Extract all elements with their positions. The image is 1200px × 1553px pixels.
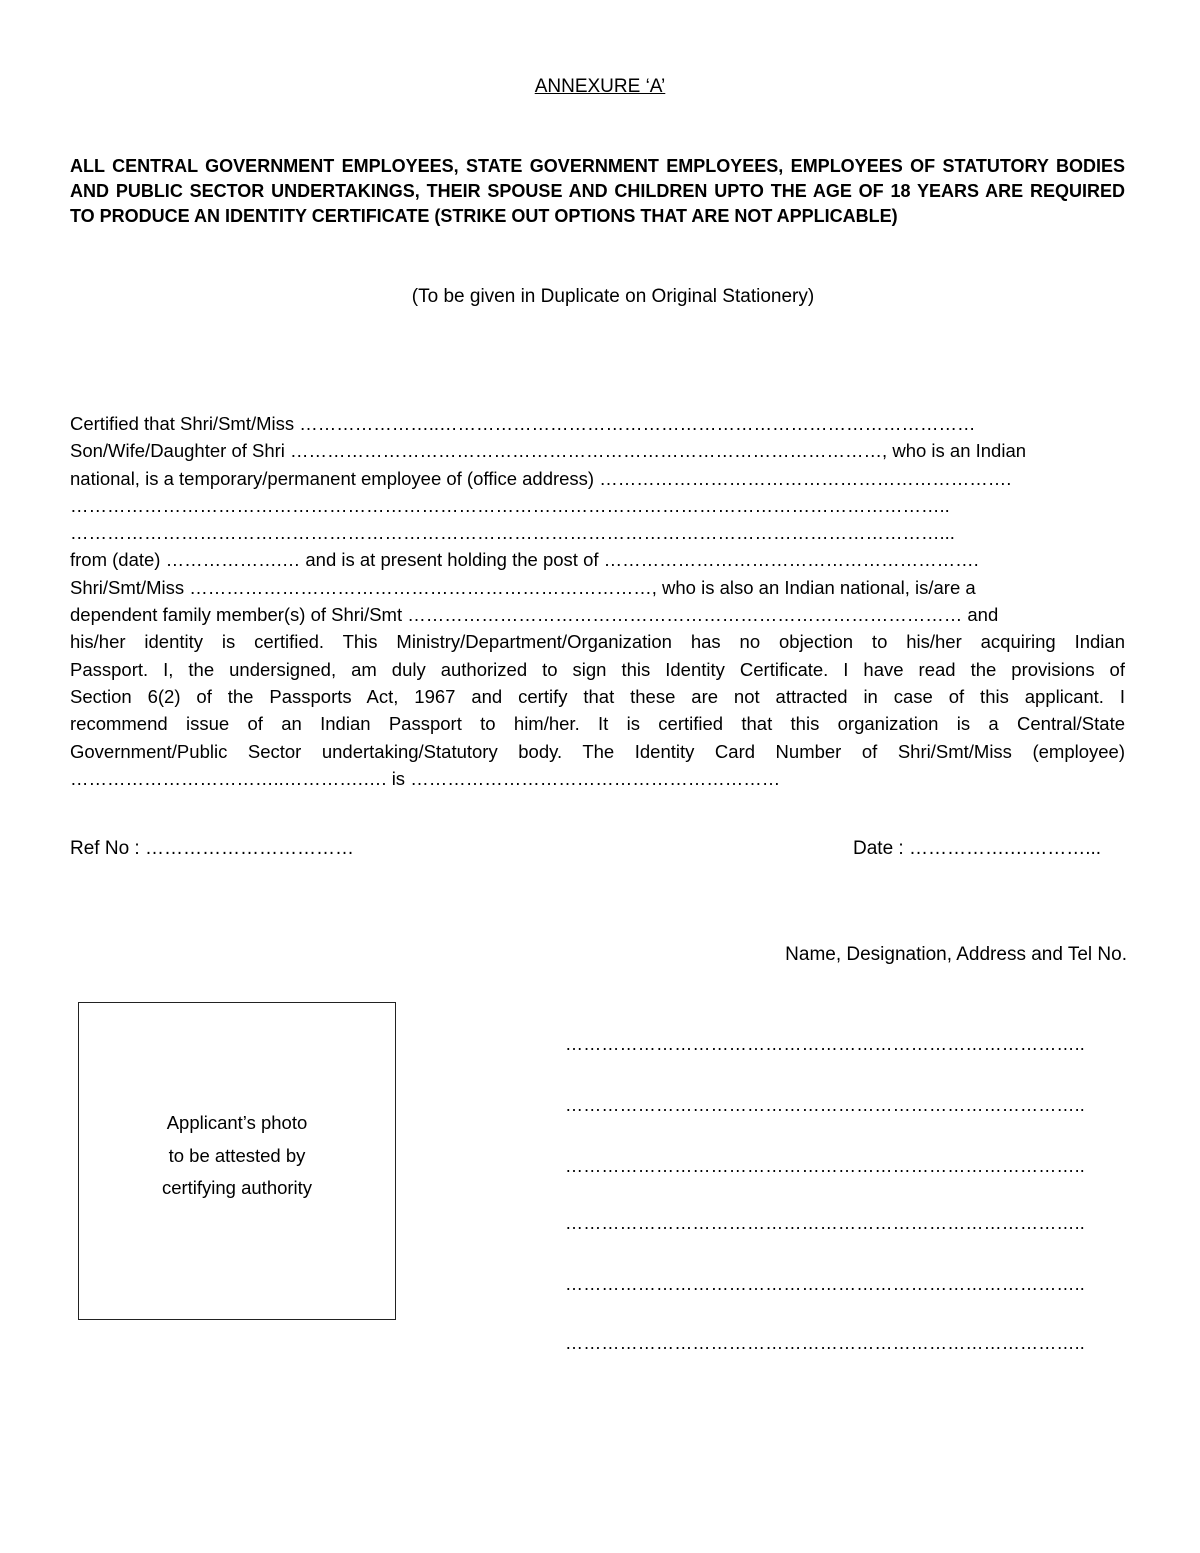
body-line: Passport. I, the undersigned, am duly authorized to sign this Identity Certificate. I have read the provisions of <box>70 658 1125 680</box>
signature-line: ………………………………………………………………………….. <box>565 1156 1086 1176</box>
body-line: Shri/Smt/Miss …………………………………………………………………, who is also an Indian national, is/are a <box>70 576 976 598</box>
signature-line: ………………………………………………………………………….. <box>565 1213 1086 1233</box>
body-line: his/her identity is certified. This Ministry/Department/Organization has no objection to his/her acquiring Indian <box>70 631 1125 653</box>
body-line: from (date) ……………….… and is at present holding the post of ……………………………………………………. <box>70 549 979 571</box>
body-line: Section 6(2) of the Passports Act, 1967 and certify that these are not attracted in case of this applicant. I <box>70 685 1125 707</box>
photo-text-line: to be attested by <box>168 1144 306 1166</box>
body-line: ……………………………..………….…. is …………………………………………………… <box>70 767 781 789</box>
date-field: Date : …………….…………... <box>853 838 1102 859</box>
signature-line: ………………………………………………………………………….. <box>565 1333 1086 1353</box>
signature-line: ………………………………………………………………………….. <box>565 1274 1086 1294</box>
body-line: national, is a temporary/permanent employee of (office address) …………………………………………………………. <box>70 467 1012 489</box>
certificate-body <box>70 410 1125 792</box>
body-line: Son/Wife/Daughter of Shri ……………………………………………………………………………………, who is an Indian <box>70 440 1027 462</box>
signature-caption: Name, Designation, Address and Tel No. <box>785 944 1127 965</box>
ref-no-field: Ref No : …………………………… <box>70 838 354 859</box>
photo-text-line: Applicant’s photo <box>166 1112 308 1133</box>
photo-text-line: certifying authority <box>161 1177 313 1198</box>
body-line: recommend issue of an Indian Passport to him/her. It is certified that this organization is a Central/State <box>70 713 1125 735</box>
body-line: Government/Public Sector undertaking/Statutory body. The Identity Card Number of Shri/Smt/Miss (employee) <box>70 740 1125 762</box>
body-line: …………………………………………………………………………………………………………………………….. <box>70 494 950 516</box>
signature-line: ………………………………………………………………………….. <box>565 1034 1086 1054</box>
body-line: ……………………………………………………………………………………………………………………………... <box>70 522 955 544</box>
signature-line: ………………………………………………………………………….. <box>565 1095 1086 1115</box>
body-line: Certified that Shri/Smt/Miss …………………..…………………………………………………………………………… <box>70 413 976 434</box>
body-line: dependent family member(s) of Shri/Smt ……………………………………………………………………………… and <box>70 604 999 626</box>
photo-instructions <box>79 1107 395 1205</box>
notice-heading: ALL CENTRAL GOVERNMENT EMPLOYEES, STATE GOVERNMENT EMPLOYEES, EMPLOYEES OF STATUTORY BODIES AND PUBLIC SECTOR UNDERTAKINGS, THEIR SPOUSE AND CHILDREN UPTO THE AGE OF 18 YEARS ARE REQUIRED TO PRODUCE AN IDENTITY CERTIFICATE (STRIKE OUT OPTIONS THAT ARE NOT APPLICABLE) <box>70 156 1125 226</box>
page-title: ANNEXURE ‘A’ <box>534 76 666 97</box>
duplicate-note: (To be given in Duplicate on Original Stationery) <box>411 286 815 307</box>
applicant-photo-box <box>78 1002 396 1320</box>
